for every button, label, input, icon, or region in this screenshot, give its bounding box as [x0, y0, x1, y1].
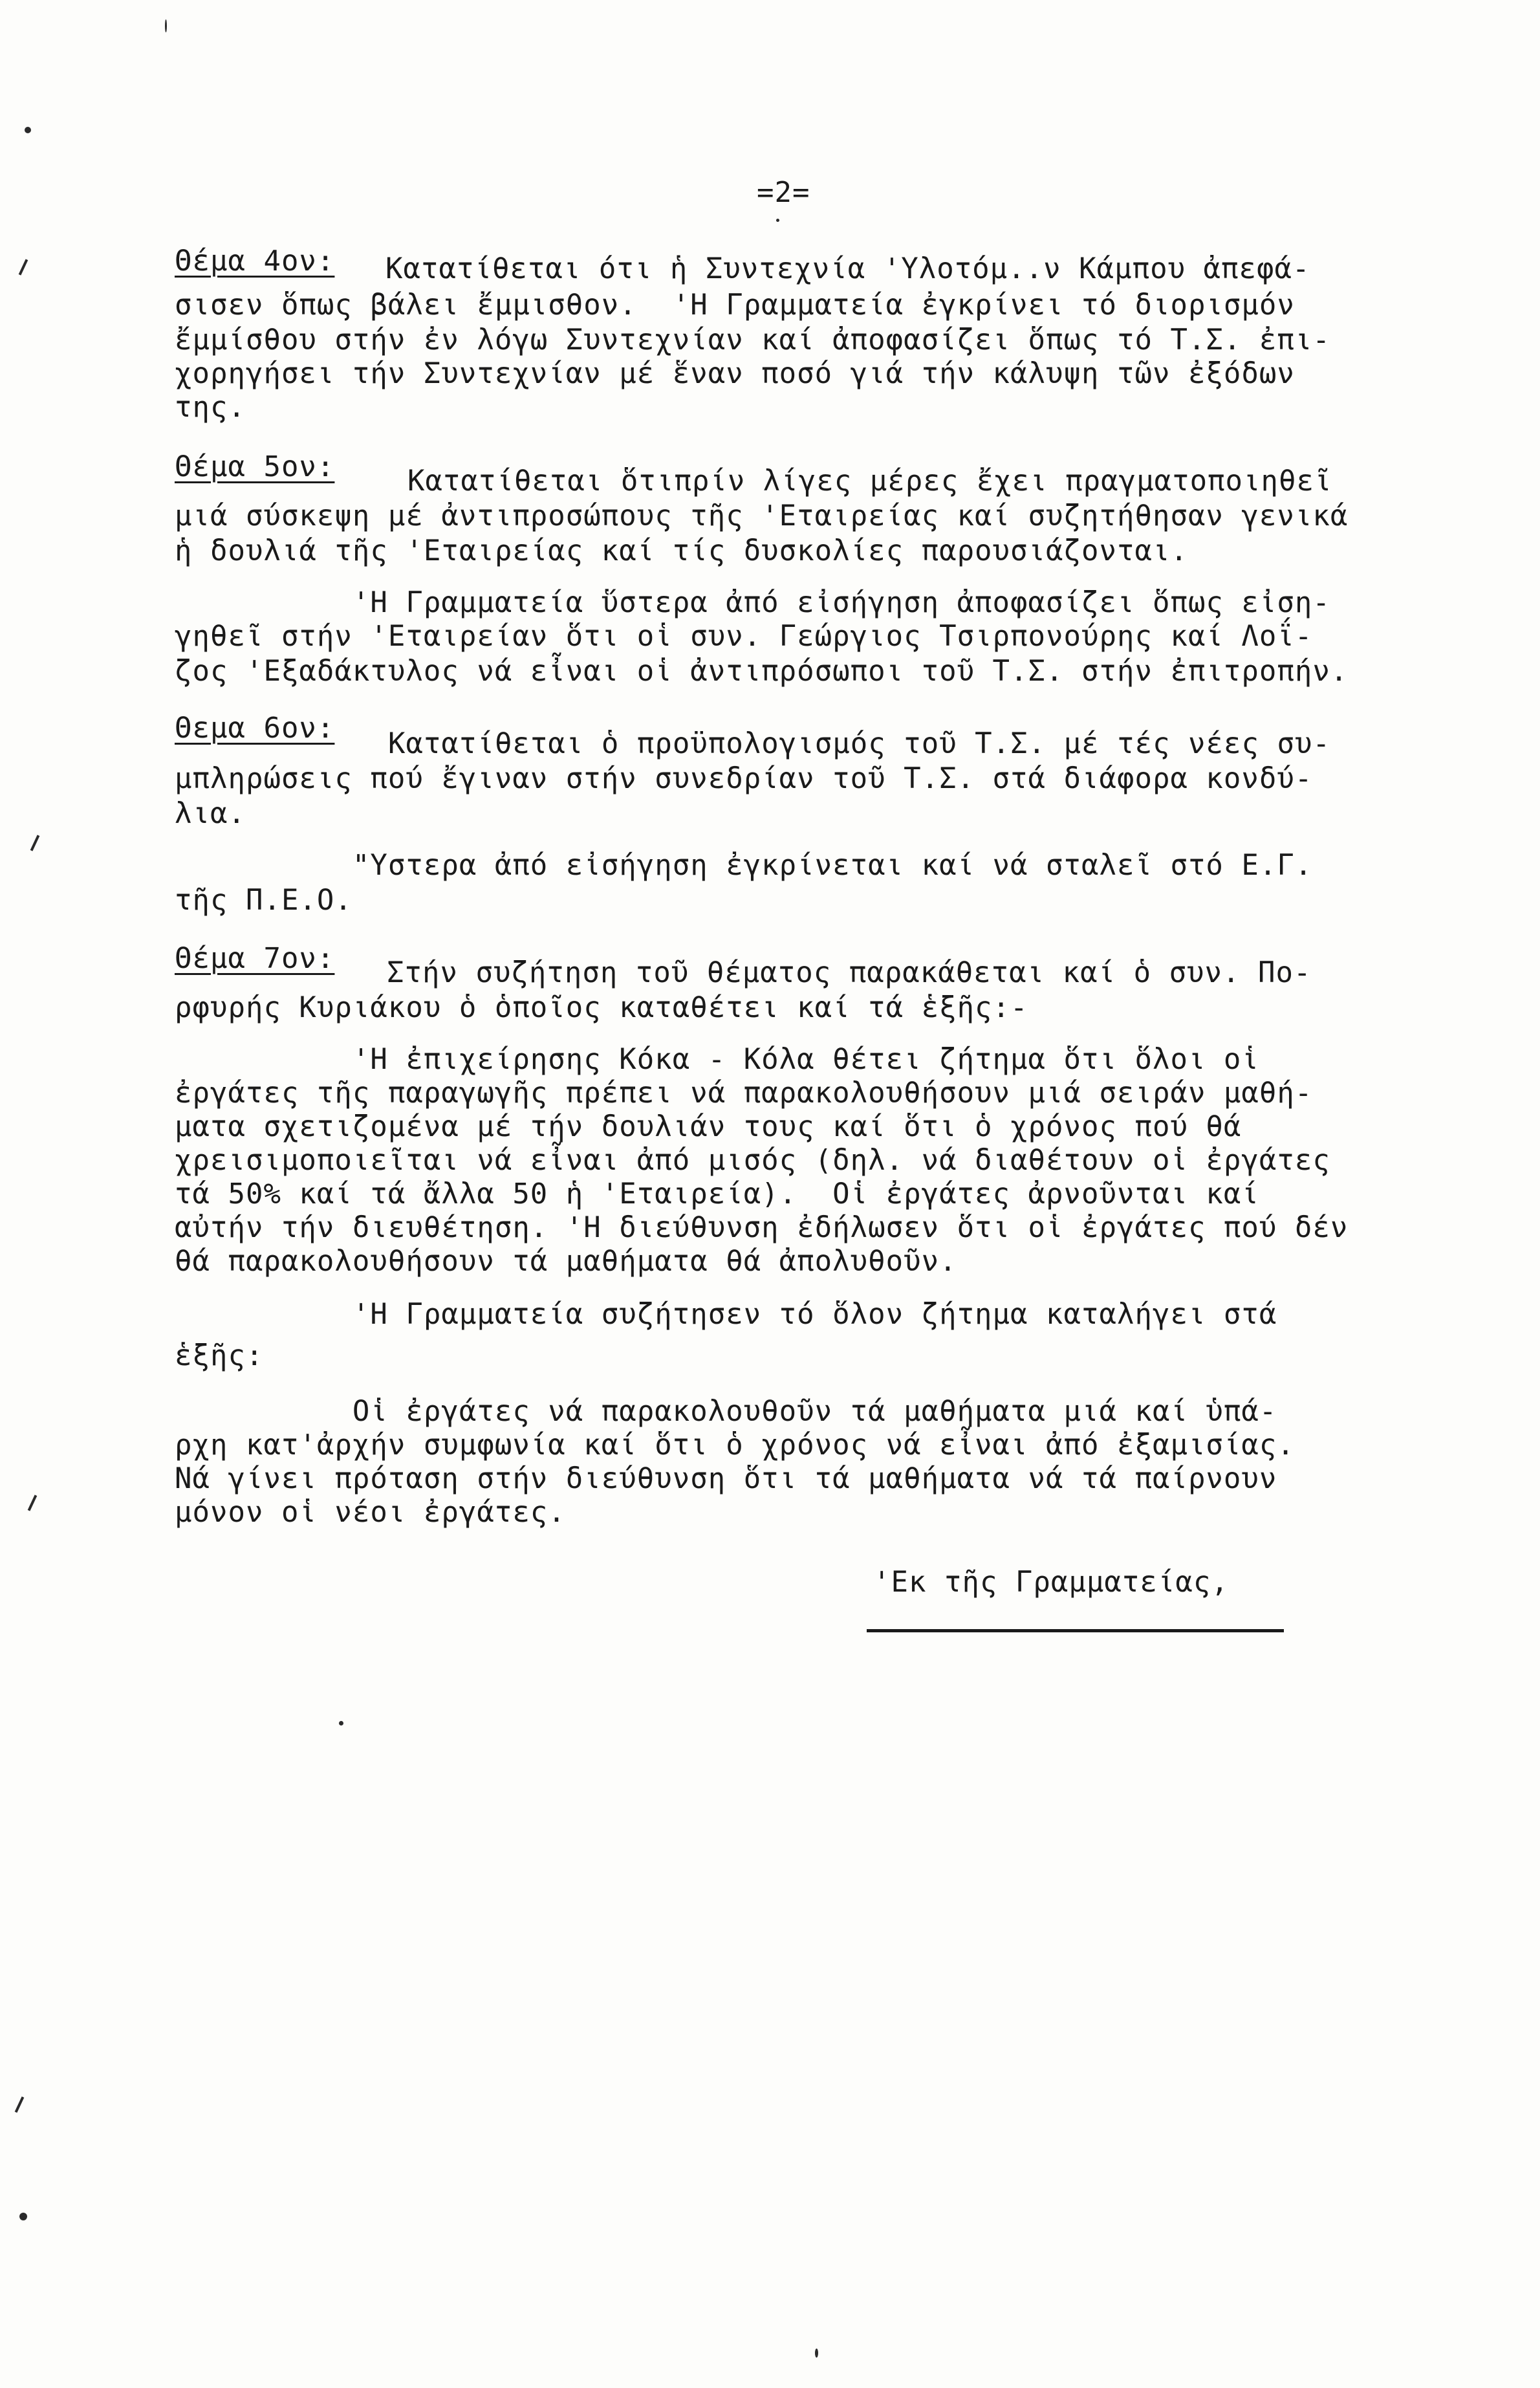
item-heading: Θεμα 6ον: [175, 712, 335, 745]
resolution-intro-end: ἑξῆς: [175, 1339, 264, 1372]
scan-speck [815, 2349, 818, 2358]
item-text-line: ἡ δουλιά τῆς 'Εταιρείας καί τίς δυσκολίες παρουσιάζονται. [175, 534, 1188, 567]
item-heading: Θέμα 5ον: [175, 450, 335, 483]
margin-tick [19, 259, 28, 275]
scan-speck [165, 19, 167, 32]
item-text-line: αὐτήν τήν διευθέτηση. 'Η διεύθυνση ἐδήλωσεν ὅτι οἱ ἐργάτες πού δέν [175, 1211, 1349, 1244]
item-text-line: σισεν ὅπως βάλει ἔμμισθον. 'Η Γραμματεία ἐγκρίνει τό διορισμόν [175, 289, 1295, 322]
margin-tick [15, 2096, 25, 2112]
item-text-line: μιά σύσκεψη μέ ἀντιπροσώπους τῆς 'Εταιρείας καί συζητήθησαν γενικά [175, 499, 1349, 532]
item-text-line: μπληρώσεις πού ἔγιναν στήν συνεδρίαν τοῦ Τ.Σ. στά διάφορα κονδύ- [175, 762, 1313, 795]
scan-speck [25, 127, 31, 133]
item-text-line: ρφυρής Κυριάκου ὁ ὁποῖος καταθέτει καί τά ἑξῆς:- [175, 991, 1028, 1024]
item-text-line: χρεισιμοποιεῖται νά εἶναι ἀπό μισός (δηλ. νά διαθέτουν οἱ ἐργάτες [175, 1144, 1330, 1177]
resolution-intro: 'Η Γραμματεία συζήτησεν τό ὅλον ζήτημα καταλήγει στά [175, 1298, 1277, 1331]
margin-tick [28, 1495, 38, 1511]
item-text-line: θά παρακολουθήσουν τά μαθήματα θά ἀπολυθοῦν. [175, 1245, 957, 1278]
scan-speck [776, 219, 779, 222]
item-text-line: χορηγήσει τήν Συντεχνίαν μέ ἕναν ποσό γιά τήν κάλυψη τῶν ἐξόδων [175, 357, 1295, 390]
item-text-line: 'Η Γραμματεία ὕστερα ἀπό εἰσήγηση ἀποφασίζει ὅπως εἰση- [175, 586, 1330, 619]
scan-speck [19, 2213, 27, 2220]
item-heading: Θέμα 7ον: [175, 942, 335, 975]
item-text-line: ματα σχετιζομένα μέ τήν δουλιάν τους καί ὅτι ὁ χρόνος πού θά [175, 1110, 1242, 1143]
item-text-line: γηθεῖ στήν 'Εταιρείαν ὅτι οἱ συν. Γεώργιος Τσιρπονούρης καί Λοΐ- [175, 620, 1313, 653]
signature-text: 'Εκ τῆς Γραμματείας, [873, 1566, 1229, 1599]
item-heading: Θέμα 4ον: [175, 245, 335, 278]
item-text-line: λια. [175, 797, 246, 830]
page-number: =2= [757, 176, 810, 209]
item-text-line: Κατατίθεται ὁ προϋπολογισμός τοῦ Τ.Σ. μέ τές νέες συ- [388, 727, 1330, 760]
resolution-line: Οἱ ἐργάτες νά παρακολουθοῦν τά μαθήματα μιά καί ὑπά- [175, 1395, 1277, 1428]
margin-tick [30, 835, 40, 851]
resolution-line: μόνον οἱ νέοι ἐργάτες. [175, 1496, 566, 1529]
resolution-line: Νά γίνει πρόταση στήν διεύθυνση ὅτι τά μαθήματα νά τά παίρνουν [175, 1462, 1277, 1495]
resolution-line: ρχη κατ'ἀρχήν συμφωνία καί ὅτι ὁ χρόνος νά εἶναι ἀπό ἐξαμισίας. [175, 1429, 1295, 1462]
item-text-line: ἔμμίσθου στήν ἐν λόγω Συντεχνίαν καί ἀποφασίζει ὅπως τό Τ.Σ. ἐπι- [175, 323, 1330, 356]
item-text-line: ζος 'Εξαδάκτυλος νά εἶναι οἱ ἀντιπρόσωποι τοῦ Τ.Σ. στήν ἐπιτροπήν. [175, 655, 1349, 688]
scan-speck [339, 1721, 343, 1725]
item-text-line: ἐργάτες τῆς παραγωγῆς πρέπει νά παρακολουθήσουν μιά σειράν μαθή- [175, 1077, 1313, 1110]
signature-line [867, 1629, 1284, 1632]
item-text-line: "Υστερα ἀπό εἰσήγηση ἐγκρίνεται καί νά σταλεῖ στό Ε.Γ. [175, 849, 1313, 882]
item-text-line: της. [175, 391, 246, 424]
item-text-line: Κατατίθεται ότι ἡ Συντεχνία 'Υλοτόμ..ν Κάμπου ἀπεφά- [385, 252, 1310, 285]
item-text-line: Κατατίθεται ὅτιπρίν λίγες μέρες ἔχει πραγματοποιηθεῖ [407, 465, 1332, 498]
item-text-line: τά 50% καί τά ἄλλα 50 ἡ 'Εταιρεία). Οἱ ἐργάτες ἀρνοῦνται καί [175, 1178, 1259, 1210]
item-text-line: 'Η ἐπιχείρησης Κόκα - Κόλα θέτει ζήτημα ὅτι ὅλοι οἱ [175, 1043, 1259, 1076]
item-text-line: Στήν συζήτηση τοῦ θέματος παρακάθεται καί ὁ συν. Πο- [387, 956, 1312, 989]
item-text-line: τῆς Π.Ε.Ο. [175, 884, 352, 917]
